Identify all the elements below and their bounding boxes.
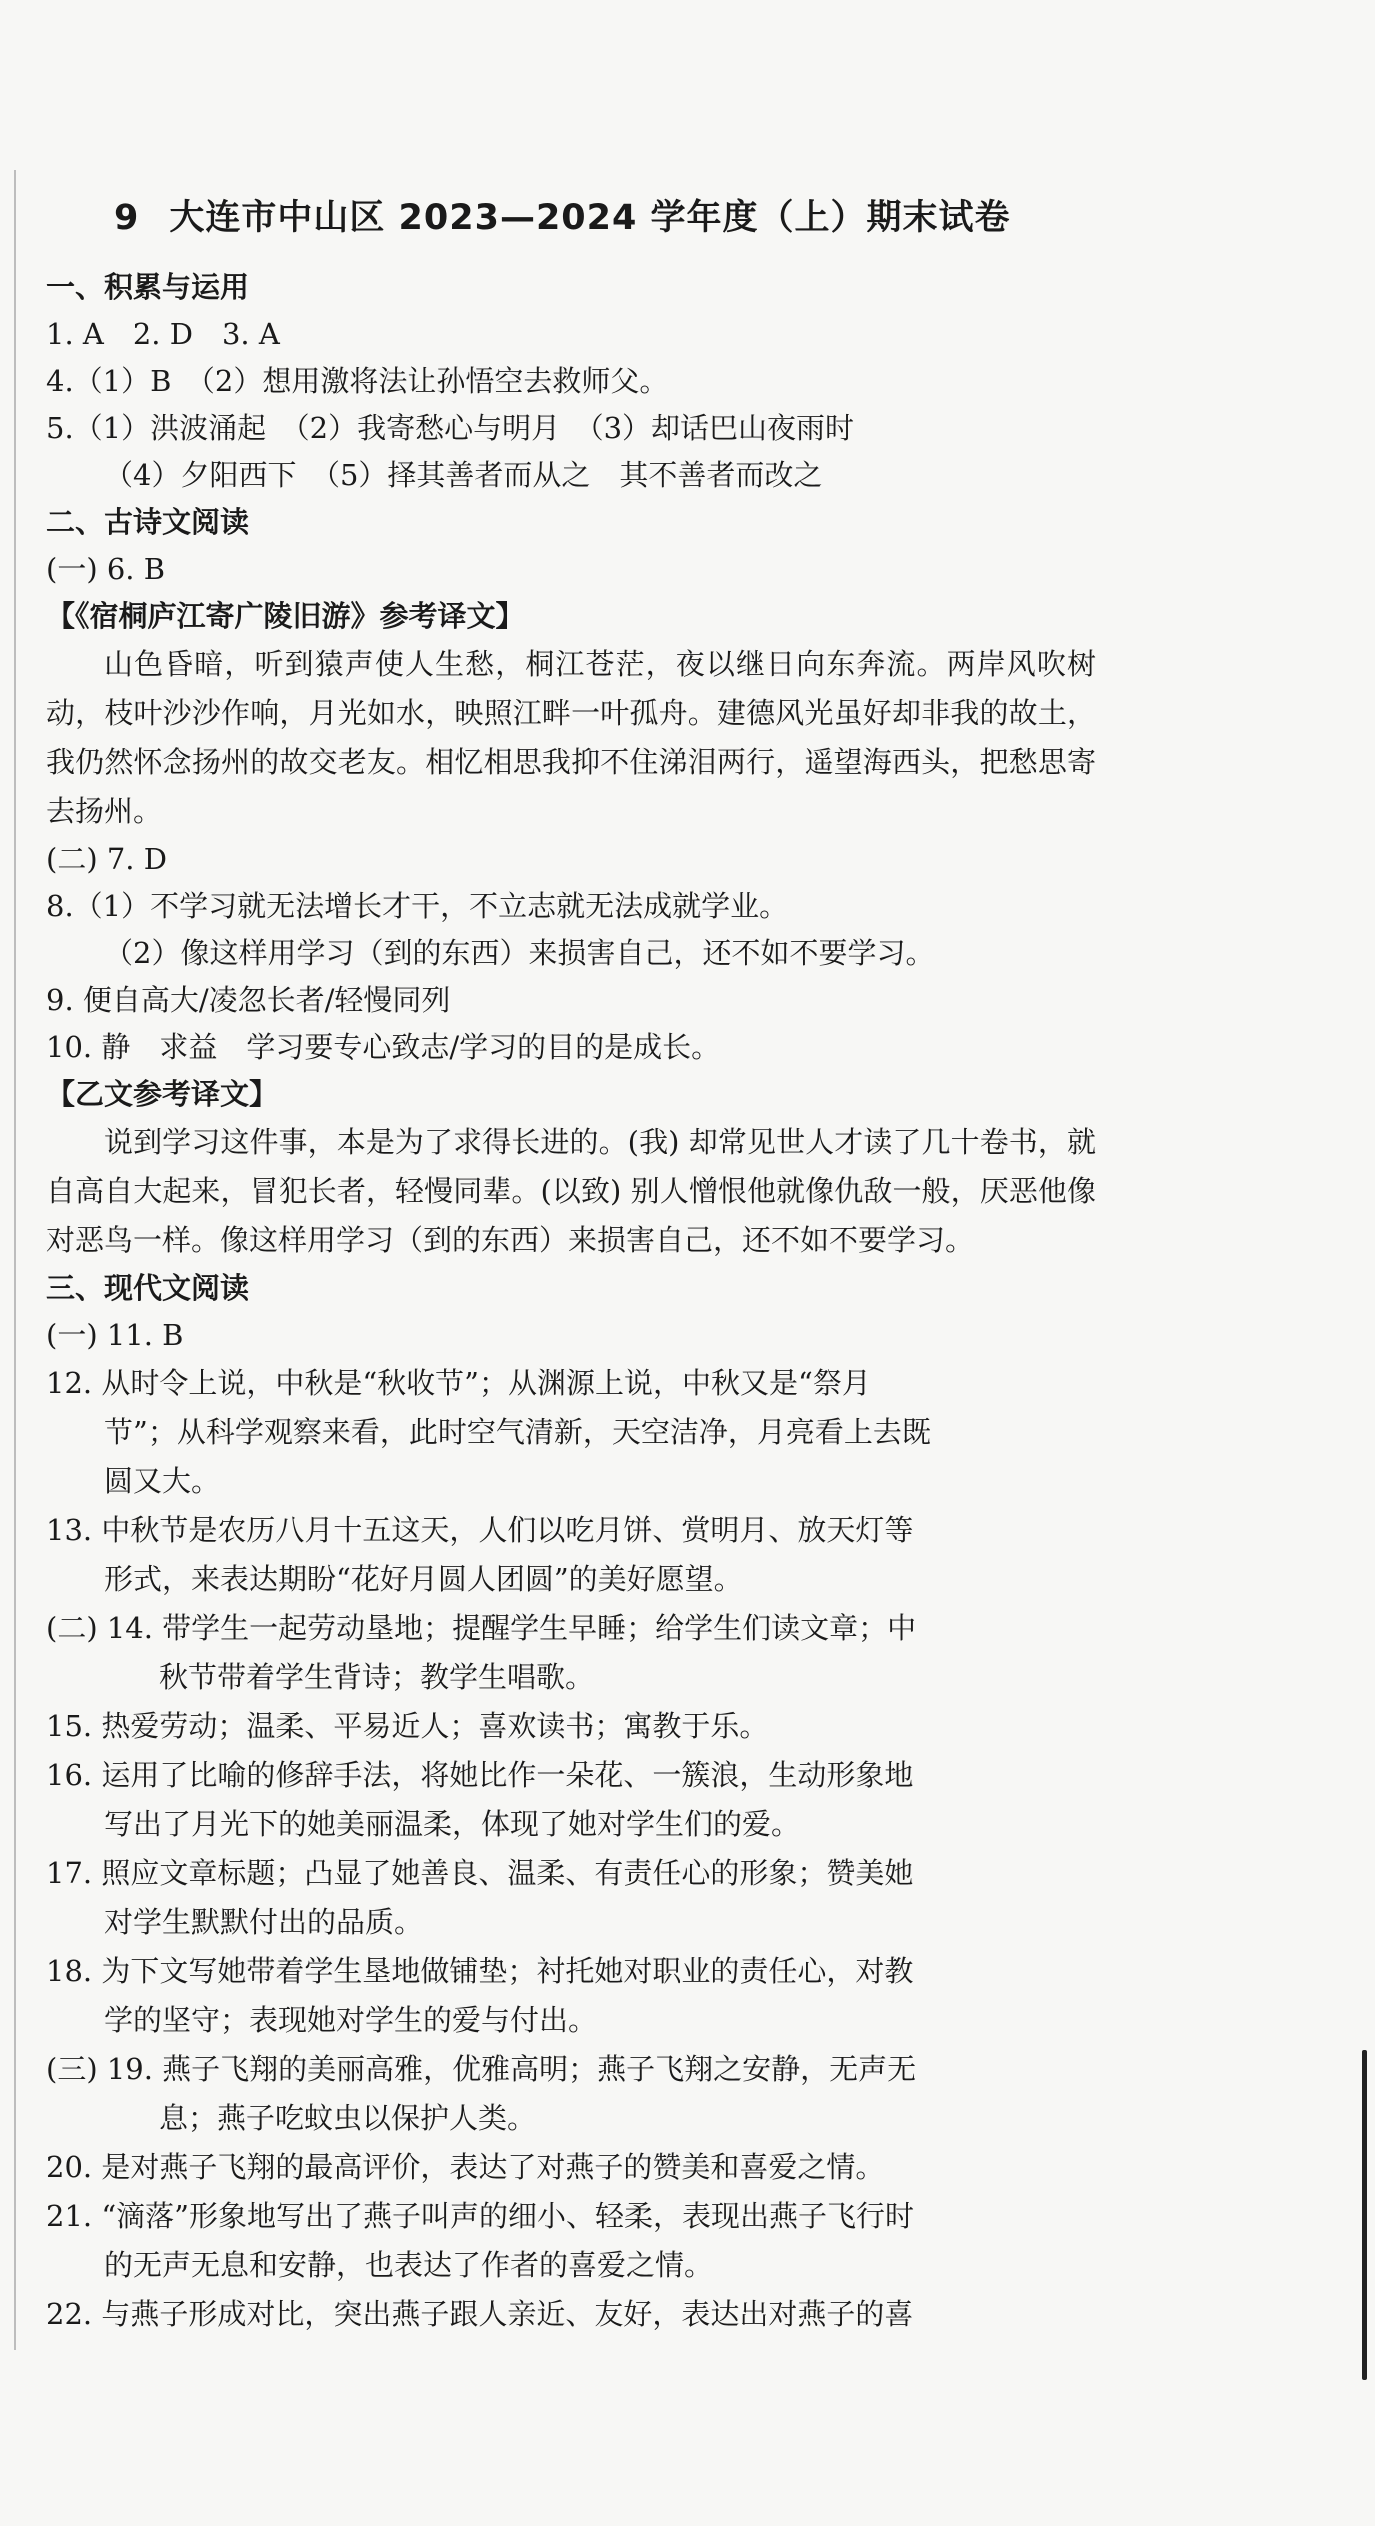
translation-body-1: 山色昏暗，听到猿声使人生愁，桐江苍茫，夜以继日向东奔流。两岸风吹树动，枝叶沙沙作响，月光如水，映照江畔一叶孤舟。建德风光虽好却非我的故土，我仍然怀念扬州的故交老友。相忆相思我抑不住涕泪两行，遥望海西头，把愁思寄去扬州。 bbox=[46, 647, 1096, 828]
answer-line-4: 4.（1）B （2）想用激将法让孙悟空去救师父。 bbox=[46, 364, 669, 398]
answer-line-12b: 节”；从科学观察来看，此时空气清新，天空洁净，月亮看上去既 bbox=[104, 1415, 931, 1449]
binding-margin-line bbox=[14, 170, 16, 2350]
answer-line-15: 15. 热爱劳动；温柔、平易近人；喜欢读书；寓教于乐。 bbox=[46, 1709, 769, 1743]
section-heading-1: 一、积累与运用 bbox=[46, 270, 250, 304]
answer-line-21a: 21. “滴落”形象地写出了燕子叫声的细小、轻柔，表现出燕子飞行时 bbox=[46, 2199, 914, 2233]
answer-line-13b: 形式，来表达期盼“花好月圆人团圆”的美好愿望。 bbox=[104, 1562, 743, 1596]
translation-heading-1: 【《宿桐庐江寄广陵旧游》参考译文】 bbox=[46, 599, 525, 633]
title-text: 大连市中山区 2023—2024 学年度（上）期末试卷 bbox=[169, 198, 1011, 238]
answer-line-17b: 对学生默默付出的品质。 bbox=[104, 1905, 424, 1939]
answer-line-9: 9. 便自高大/凌忽长者/轻慢同列 bbox=[46, 983, 451, 1017]
answer-line-12c: 圆又大。 bbox=[104, 1464, 221, 1498]
answer-line-12a: 12. 从时令上说，中秋是“秋收节”；从渊源上说，中秋又是“祭月 bbox=[46, 1366, 871, 1400]
answer-line-16a: 16. 运用了比喻的修辞手法，将她比作一朵花、一簇浪，生动形象地 bbox=[46, 1758, 914, 1792]
page-title bbox=[114, 190, 1096, 240]
answer-line-11: (一) 11. B bbox=[46, 1318, 184, 1352]
answer-line-7: (二) 7. D bbox=[46, 842, 167, 876]
section-heading-3: 三、现代文阅读 bbox=[46, 1271, 250, 1305]
answer-line-13a: 13. 中秋节是农历八月十五这天，人们以吃月饼、赏明月、放天灯等 bbox=[46, 1513, 914, 1547]
section-heading-2: 二、古诗文阅读 bbox=[46, 505, 250, 539]
answer-line-19a: (三) 19. 燕子飞翔的美丽高雅，优雅高明；燕子飞翔之安静，无声无 bbox=[46, 2052, 917, 2086]
translation-body-2: 说到学习这件事，本是为了求得长进的。(我) 却常见世人才读了几十卷书，就自高自大起来，冒犯长者，轻慢同辈。(以致) 别人憎恨他就像仇敌一般，厌恶他像对恶鸟一样。像这样用学习（到的东西）来损害自己，还不如不要学习。 bbox=[46, 1125, 1096, 1257]
answer-line-18b: 学的坚守；表现她对学生的爱与付出。 bbox=[104, 2003, 598, 2037]
answer-line-5b: （4）夕阳西下 （5）择其善者而从之 其不善者而改之 bbox=[104, 458, 823, 492]
answer-line-5a: 5.（1）洪波涌起 （2）我寄愁心与明月 （3）却话巴山夜雨时 bbox=[46, 411, 855, 445]
answer-line-1-3: 1. A 2. D 3. A bbox=[46, 317, 280, 351]
answer-line-14b: 秋节带着学生背诗；教学生唱歌。 bbox=[159, 1660, 595, 1694]
answer-line-8a: 8.（1）不学习就无法增长才干，不立志就无法成就学业。 bbox=[46, 889, 789, 923]
answer-line-10: 10. 静 求益 学习要专心致志/学习的目的是成长。 bbox=[46, 1030, 721, 1064]
answer-line-17a: 17. 照应文章标题；凸显了她善良、温柔、有责任心的形象；赞美她 bbox=[46, 1856, 914, 1890]
answer-line-20: 20. 是对燕子飞翔的最高评价，表达了对燕子的赞美和喜爱之情。 bbox=[46, 2150, 885, 2184]
title-number: 9 bbox=[114, 198, 140, 238]
answer-line-19b: 息；燕子吃蚊虫以保护人类。 bbox=[159, 2101, 537, 2135]
answer-line-16b: 写出了月光下的她美丽温柔，体现了她对学生们的爱。 bbox=[104, 1807, 801, 1841]
answer-line-8b: （2）像这样用学习（到的东西）来损害自己，还不如不要学习。 bbox=[104, 936, 935, 970]
answer-line-21b: 的无声无息和安静，也表达了作者的喜爱之情。 bbox=[104, 2248, 714, 2282]
answer-line-18a: 18. 为下文写她带着学生垦地做铺垫；衬托她对职业的责任心，对教 bbox=[46, 1954, 914, 1988]
answer-line-6: (一) 6. B bbox=[46, 552, 166, 586]
translation-heading-2: 【乙文参考译文】 bbox=[46, 1077, 279, 1111]
page-edge-mark bbox=[1362, 2050, 1367, 2380]
answer-line-14a: (二) 14. 带学生一起劳动垦地；提醒学生早睡；给学生们读文章；中 bbox=[46, 1611, 917, 1645]
answer-line-22: 22. 与燕子形成对比，突出燕子跟人亲近、友好，表达出对燕子的喜 bbox=[46, 2297, 914, 2331]
answer-content bbox=[46, 190, 1096, 2339]
